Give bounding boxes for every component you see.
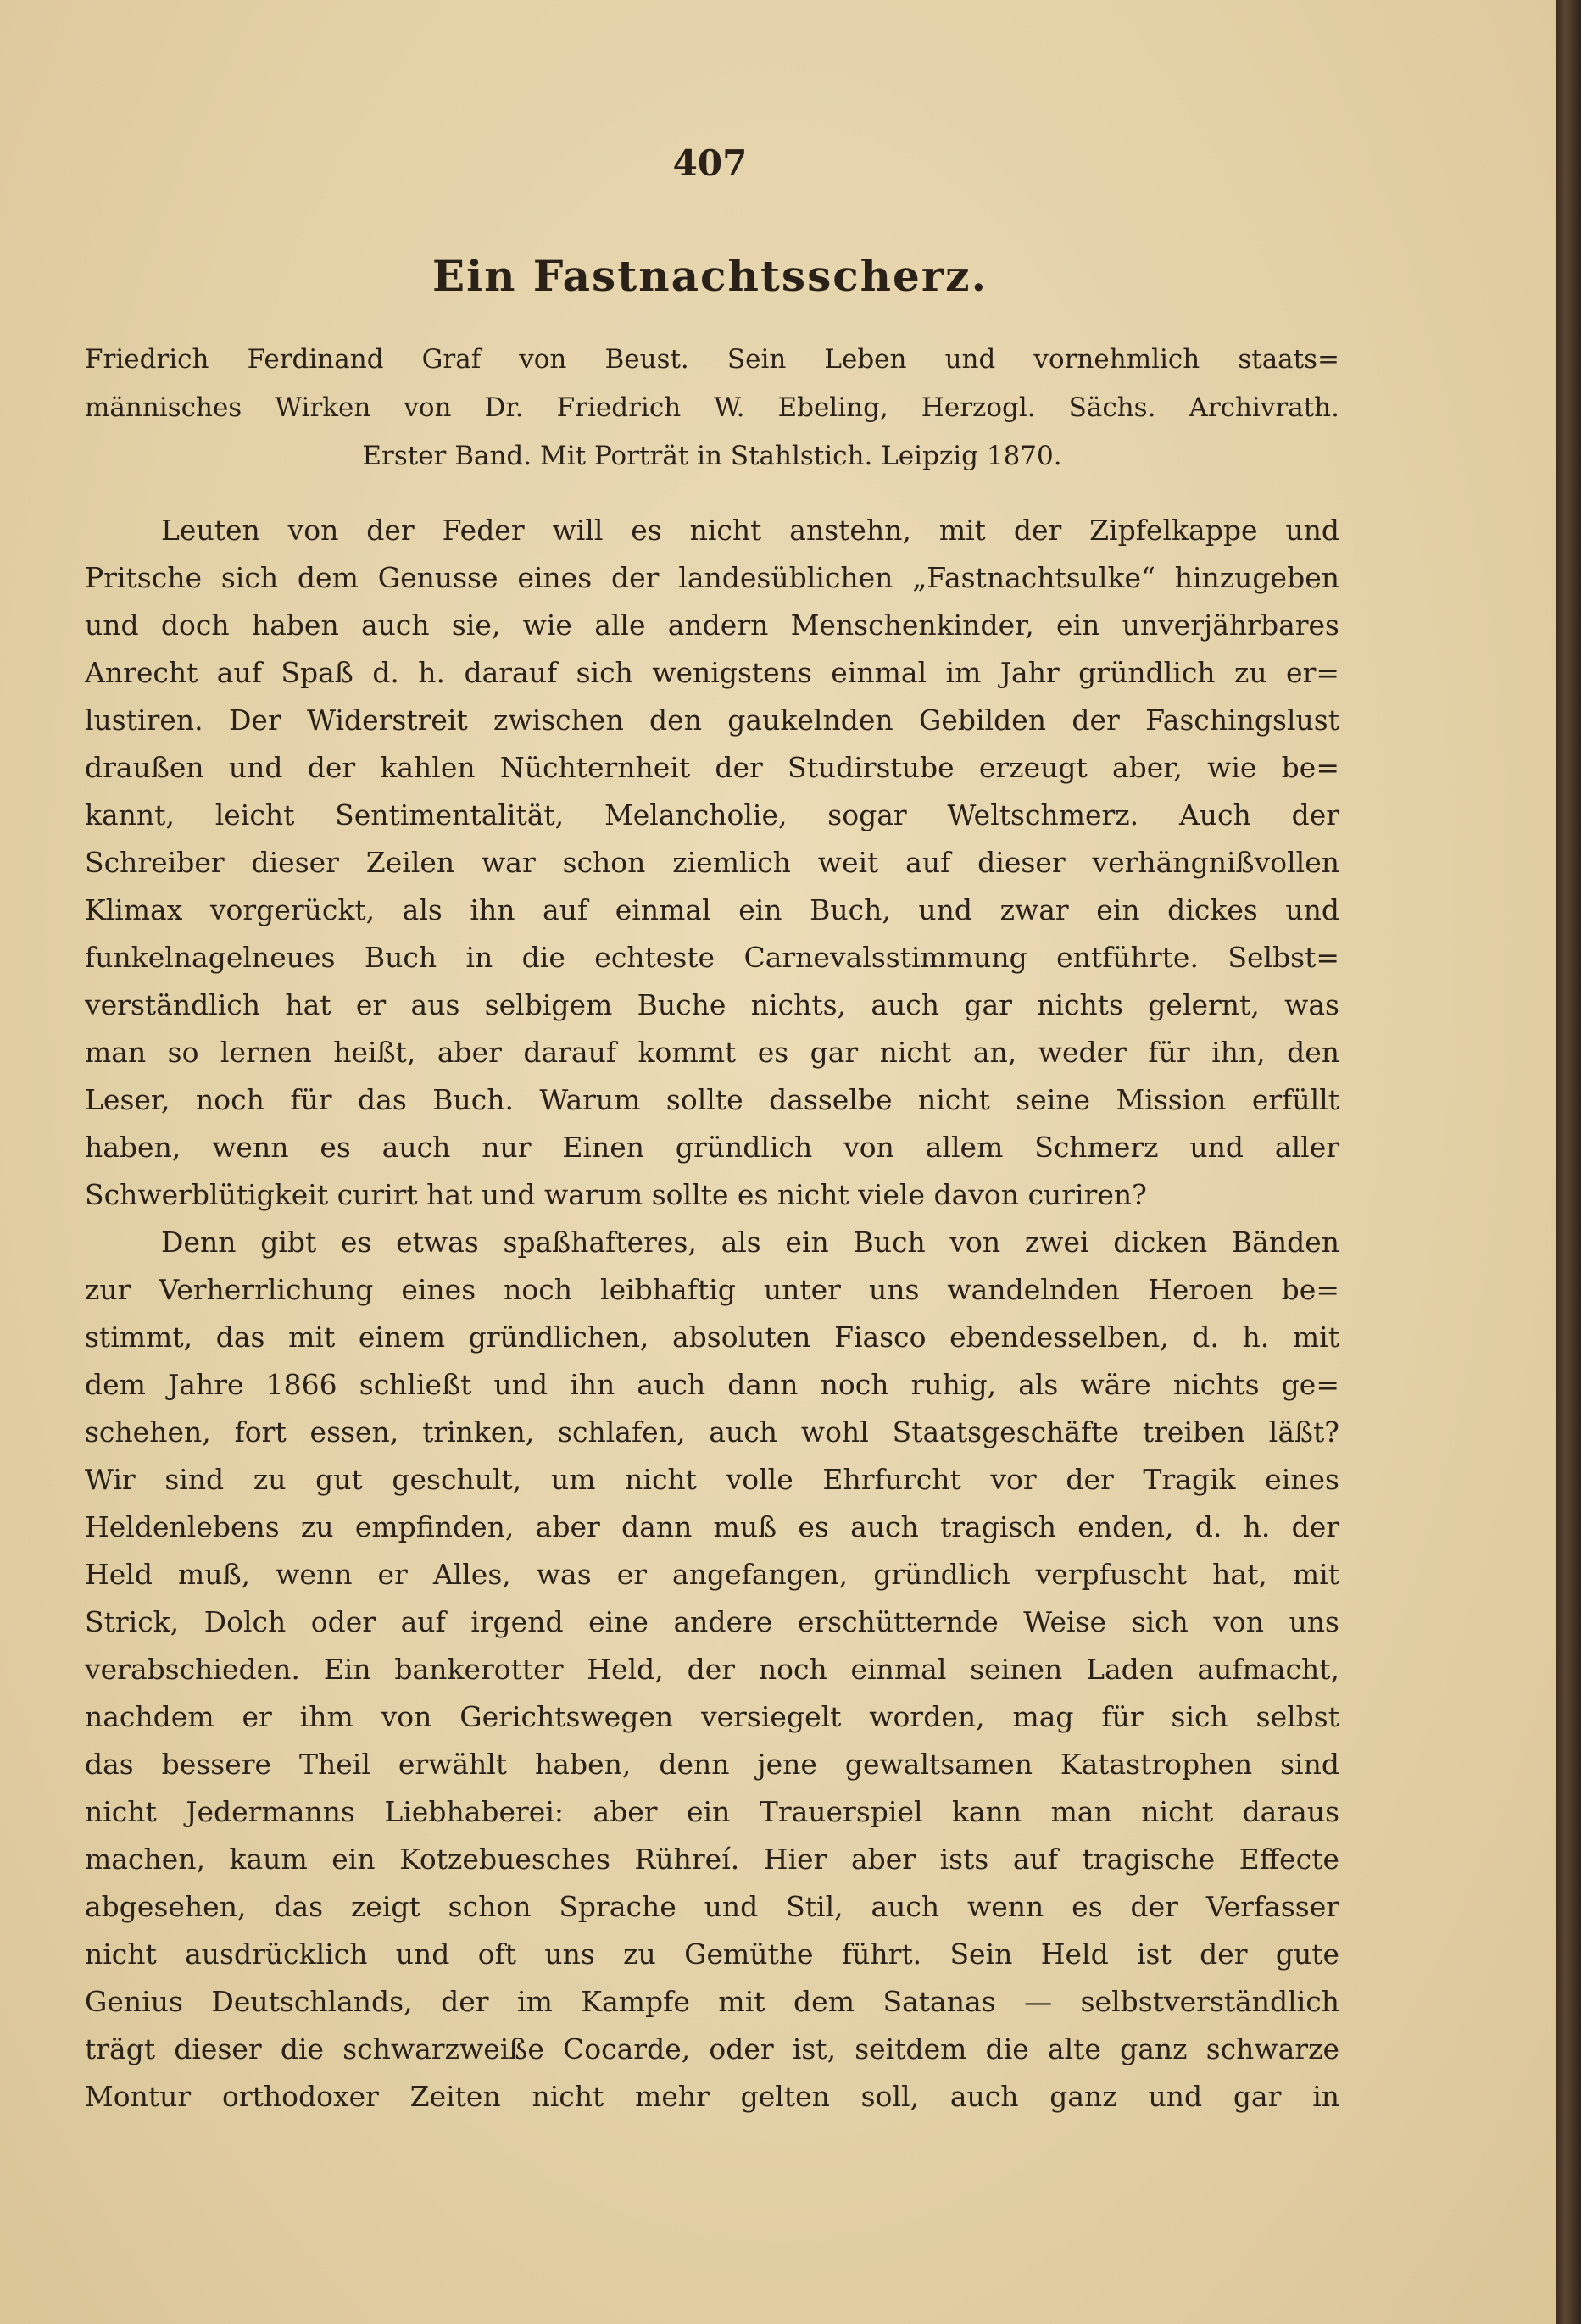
- text-line: trägt dieser die schwarzweiße Cocarde, oder ist, seitdem die alte ganz schwarze: [85, 2032, 1339, 2065]
- text-line: Wir sind zu gut geschult, um nicht volle Ehrfurcht vor der Tragik eines: [85, 1463, 1339, 1496]
- text-line: man so lernen heißt, aber darauf kommt es gar nicht an, weder für ihn, den: [85, 1036, 1339, 1069]
- text-line: zur Verherrlichung eines noch leibhaftig unter uns wandelnden Heroen be=: [85, 1273, 1339, 1306]
- text-line: und doch haben auch sie, wie alle andern Menschenkinder, ein unverjährbares: [85, 609, 1339, 642]
- text-line: kannt, leicht Sentimentalität, Melancholie, sogar Weltschmerz. Auch der: [85, 798, 1339, 831]
- text-line: Held muß, wenn er Alles, was er angefangen, gründlich verpfuscht hat, mit: [85, 1558, 1339, 1591]
- text-line: verabschieden. Ein bankerotter Held, der noch einmal seinen Laden aufmacht,: [85, 1653, 1339, 1686]
- book-spine-edge: [1556, 0, 1581, 2324]
- text-line: Denn gibt es etwas spaßhafteres, als ein Buch von zwei dicken Bänden: [161, 1226, 1339, 1259]
- chapter-title: Ein Fastnachtsscherz.: [432, 251, 988, 301]
- text-line: Leuten von der Feder will es nicht anstehn, mit der Zipfelkappe und: [161, 514, 1339, 547]
- text-line: Heldenlebens zu empfinden, aber dann muß es auch tragisch enden, d. h. der: [85, 1510, 1339, 1543]
- text-line: nicht ausdrücklich und oft uns zu Gemüthe führt. Sein Held ist der gute: [85, 1938, 1339, 1971]
- text-line: nachdem er ihm von Gerichtswegen versiegelt worden, mag für sich selbst: [85, 1700, 1339, 1733]
- text-line: Montur orthodoxer Zeiten nicht mehr gelten soll, auch ganz und gar in: [85, 2080, 1339, 2113]
- text-line: Klimax vorgerückt, als ihn auf einmal ein Buch, und zwar ein dickes und: [85, 893, 1339, 926]
- text-line: draußen und der kahlen Nüchternheit der Studirstube erzeugt aber, wie be=: [85, 751, 1339, 784]
- body-text: [85, 507, 1339, 2121]
- text-line: Genius Deutschlands, der im Kampfe mit dem Satanas — selbstverständlich: [85, 1985, 1339, 2018]
- text-line: Anrecht auf Spaß d. h. darauf sich wenigstens einmal im Jahr gründlich zu er=: [85, 656, 1339, 689]
- text-line: stimmt, das mit einem gründlichen, absoluten Fiasco ebendesselben, d. h. mit: [85, 1320, 1339, 1354]
- text-line: funkelnagelneues Buch in die echteste Carnevalsstimmung entführte. Selbst=: [85, 941, 1339, 974]
- text-line: lustiren. Der Widerstreit zwischen den gaukelnden Gebilden der Faschingslust: [85, 703, 1339, 737]
- text-line: Schwerblütigkeit curirt hat und warum sollte es nicht viele davon curiren?: [85, 1178, 1147, 1211]
- text-line: schehen, fort essen, trinken, schlafen, auch wohl Staatsgeschäfte treiben läßt?: [85, 1415, 1339, 1448]
- text-line: haben, wenn es auch nur Einen gründlich von allem Schmerz und aller: [85, 1131, 1339, 1164]
- text-line: nicht Jedermanns Liebhaberei: aber ein Trauerspiel kann man nicht daraus: [85, 1795, 1339, 1828]
- text-line: abgesehen, das zeigt schon Sprache und Stil, auch wenn es der Verfasser: [85, 1890, 1339, 1923]
- text-line: Pritsche sich dem Genusse eines der landesüblichen „Fastnachtsulke“ hinzugeben: [85, 561, 1339, 594]
- text-line: machen, kaum ein Kotzebuesches Rühreí. Hier aber ists auf tragische Effecte: [85, 1843, 1339, 1876]
- text-line: Erster Band. Mit Porträt in Stahlstich. Leipzig 1870.: [362, 441, 1062, 471]
- bibliographic-entry: [85, 336, 1339, 481]
- text-line: dem Jahre 1866 schließt und ihn auch dann noch ruhig, als wäre nichts ge=: [85, 1368, 1339, 1401]
- text-line: Leser, noch für das Buch. Warum sollte dasselbe nicht seine Mission erfüllt: [85, 1083, 1339, 1116]
- text-line: Schreiber dieser Zeilen war schon ziemlich weit auf dieser verhängnißvollen: [85, 846, 1339, 879]
- text-line: männisches Wirken von Dr. Friedrich W. Ebeling, Herzogl. Sächs. Archivrath.: [85, 392, 1339, 423]
- text-line: Friedrich Ferdinand Graf von Beust. Sein Leben und vornehmlich staats=: [85, 344, 1339, 375]
- page-number: 407: [672, 142, 748, 184]
- text-line: verständlich hat er aus selbigem Buche nichts, auch gar nichts gelernt, was: [85, 988, 1339, 1021]
- text-line: Strick, Dolch oder auf irgend eine andere erschütternde Weise sich von uns: [85, 1605, 1339, 1638]
- text-line: das bessere Theil erwählt haben, denn jene gewaltsamen Katastrophen sind: [85, 1748, 1339, 1781]
